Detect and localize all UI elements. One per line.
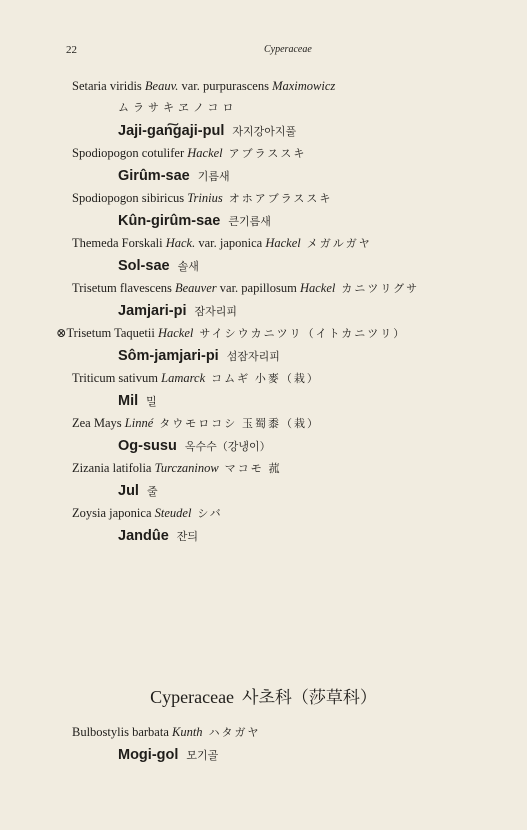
author: Steudel (154, 506, 192, 520)
korean-name-line (118, 254, 527, 278)
species-entry (0, 458, 527, 503)
author: Hackel (157, 326, 194, 340)
latin-name: Zizania latifolia (72, 461, 152, 475)
korean-romanized: Kûn-girûm-sae (118, 213, 221, 229)
latin-name-line (72, 722, 527, 743)
korean-hangul: 모기골 (186, 749, 219, 762)
korean-hangul: 큰기름새 (228, 215, 271, 228)
japanese-name: アブラススキ (228, 148, 307, 160)
latin-name-line (72, 143, 527, 164)
family-heading (0, 683, 527, 708)
species-list (0, 76, 527, 548)
latin-name-line (56, 323, 527, 344)
author: Hack. (165, 236, 196, 250)
japanese-name: メガルガヤ (306, 238, 372, 250)
korean-name-line (118, 164, 527, 188)
latin-name: Bulbostylis barbata (72, 725, 169, 739)
native-mark: ⊗ (56, 326, 67, 340)
korean-name-line (118, 524, 527, 548)
variety-author: Maximowicz (272, 79, 336, 93)
japanese-name: タウモロコシ 玉蜀黍（栽） (159, 418, 320, 430)
variety: var. purpurascens (178, 79, 273, 93)
latin-name: Spodiopogon cotulifer (72, 146, 185, 160)
japanese-name: コムギ 小麥（栽） (211, 373, 320, 385)
korean-name-line (118, 479, 527, 503)
author: Turczaninow (154, 461, 219, 475)
latin-name: Zea Mays (72, 416, 122, 430)
species-entry (0, 368, 527, 413)
variety: var. japonica (195, 236, 266, 250)
japanese-name: サイシウカニツリ（イトカニツリ） (199, 328, 407, 340)
korean-hangul: 잔듸 (176, 530, 199, 543)
korean-hangul: 자지강아지풀 (232, 125, 297, 138)
latin-name-line (72, 458, 527, 479)
korean-romanized: Jandûe (118, 528, 169, 544)
species-entry (0, 143, 527, 188)
korean-romanized: Jamjari-pi (118, 303, 187, 319)
korean-romanized: Sol-sae (118, 258, 170, 274)
japanese-name: ムラサキヱノコロ (118, 102, 238, 114)
korean-name-line (118, 434, 527, 458)
author: Beauver (175, 281, 217, 295)
latin-name-line (72, 278, 527, 299)
latin-name-line (72, 503, 527, 524)
korean-romanized: Mil (118, 393, 139, 409)
japanese-name: カニツリグサ (341, 283, 420, 295)
latin-name: Trisetum Taquetii (66, 326, 155, 340)
species-entry (0, 233, 527, 278)
korean-romanized: Girûm-sae (118, 168, 190, 184)
korean-romanized: Mogi-gol (118, 747, 179, 763)
korean-name-line (118, 344, 527, 368)
latin-name: Zoysia japonica (72, 506, 152, 520)
korean-hangul: 섬잠자리피 (226, 350, 280, 363)
species-entry (0, 76, 527, 143)
latin-name-line (72, 233, 527, 254)
species-entry (0, 722, 527, 767)
korean-hangul: 기름새 (197, 170, 230, 183)
author: Beauv. (144, 79, 179, 93)
korean-name-line (118, 389, 527, 413)
species-list-cyperaceae (0, 722, 527, 767)
species-entry (0, 503, 527, 548)
japanese-name: オホアブラススキ (228, 193, 333, 205)
japanese-name: ハタガヤ (208, 727, 261, 739)
korean-hangul: 솔새 (177, 260, 199, 273)
korean-hangul: 옥수수（강냉이） (184, 440, 271, 453)
latin-name: Spodiopogon sibiricus (72, 191, 185, 205)
latin-name-line (72, 413, 527, 434)
latin-name: Triticum sativum (72, 371, 159, 385)
author: Trinius (187, 191, 223, 205)
korean-hangul: 잠자리피 (194, 305, 238, 318)
species-entry (0, 188, 527, 233)
family-latin: Cyperaceae (150, 687, 235, 707)
latin-name-line (72, 368, 527, 389)
korean-name-line (118, 119, 527, 143)
author: Lamarck (161, 371, 206, 385)
family-han: 사초科（莎草科） (242, 688, 377, 708)
korean-romanized: Jul (118, 483, 139, 499)
korean-name-line (118, 299, 527, 323)
author: Linné (124, 416, 154, 430)
species-entry (0, 413, 527, 458)
korean-name-line (118, 209, 527, 233)
latin-name: Setaria viridis (72, 79, 142, 93)
latin-name-line (72, 188, 527, 209)
running-title: Cyperaceae (264, 44, 312, 55)
page-number: 22 (66, 44, 77, 56)
species-entry (0, 278, 527, 323)
latin-name: Trisetum flavescens (72, 281, 172, 295)
author: Kunth (172, 725, 203, 739)
japanese-name: マコモ 菰 (224, 463, 282, 475)
korean-hangul: 줄 (146, 485, 158, 498)
species-entry (0, 323, 527, 368)
korean-hangul: 밀 (146, 395, 157, 408)
korean-romanized: Jaji-gan͠gaji-pul (118, 123, 225, 139)
latin-name-line (72, 76, 527, 97)
korean-romanized: Sôm-jamjari-pi (118, 348, 219, 364)
japanese-name: シバ (197, 508, 223, 520)
variety-author: Hackel (299, 281, 336, 295)
page-header (66, 44, 466, 60)
variety: var. papillosum (216, 281, 300, 295)
author: Hackel (187, 146, 223, 160)
korean-romanized: Og-susu (118, 438, 177, 454)
latin-name: Themeda Forskali (72, 236, 163, 250)
korean-name-line (118, 743, 527, 767)
variety-author: Hackel (265, 236, 301, 250)
